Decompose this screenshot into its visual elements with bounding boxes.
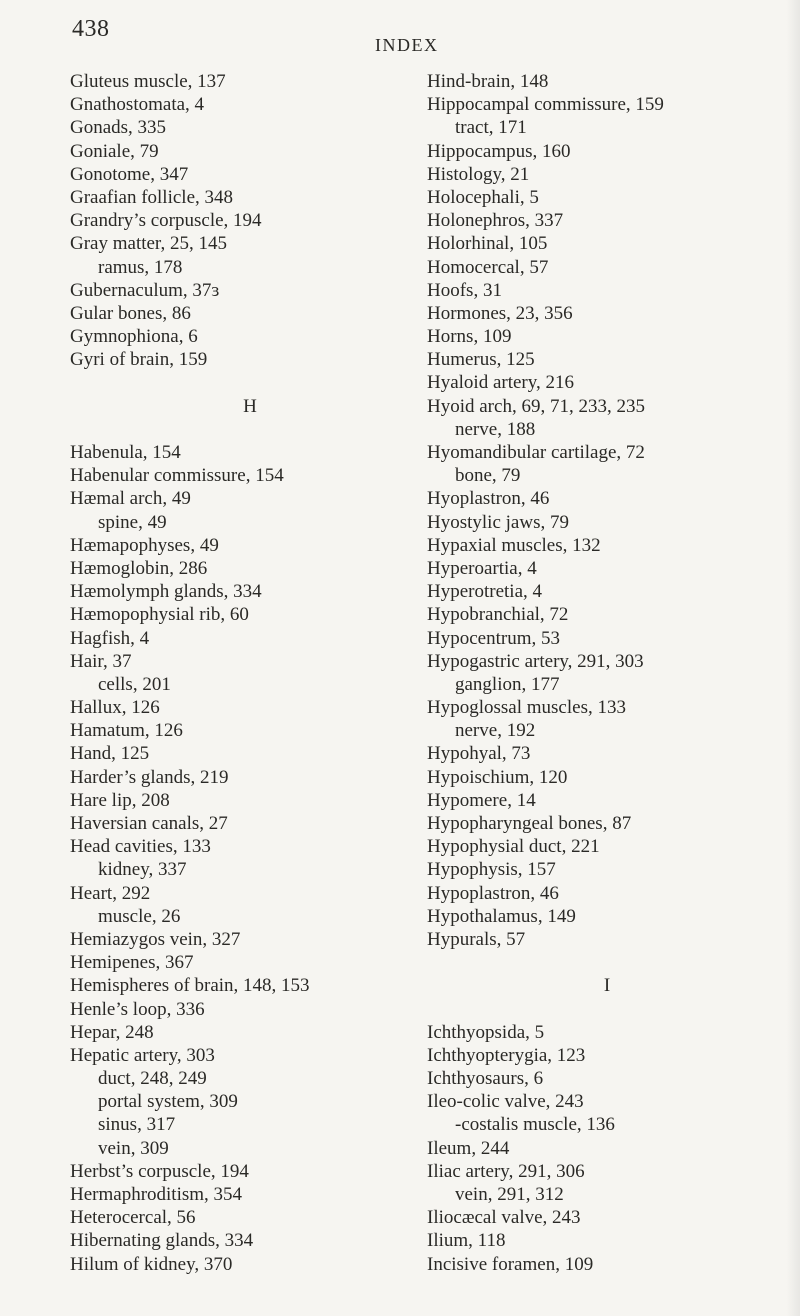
index-subentry: cells, 201 (98, 673, 171, 695)
page-edge-shadow (786, 0, 800, 1316)
index-entry: Hepar, 248 (70, 1021, 154, 1043)
index-subentry: bone, 79 (455, 465, 521, 487)
index-entry: Haversian canals, 27 (70, 813, 228, 834)
running-head: INDEX (375, 35, 439, 55)
index-entry: Holorhinal, 105 (427, 233, 548, 255)
index-entry: Hæmoglobin, 286 (70, 557, 208, 579)
index-subentry: muscle, 26 (98, 905, 181, 927)
index-entry: Hormones, 23, 356 (427, 302, 573, 324)
index-entry: Heterocercal, 56 (70, 1207, 196, 1229)
index-subentry: vein, 309 (98, 1137, 169, 1159)
index-column-right (427, 70, 787, 1276)
index-entry: Gluteus muscle, 137 (70, 71, 226, 92)
index-subentry: nerve, 192 (455, 720, 536, 742)
section-letter-heading: I (603, 975, 611, 997)
index-subentry: kidney, 337 (98, 859, 187, 881)
index-entry: Hibernating glands, 334 (70, 1230, 254, 1252)
index-entry: Hypohyal, 73 (427, 743, 531, 765)
index-entry: Hind-brain, 148 (427, 71, 549, 92)
index-entry: Hyomandibular cartilage, 72 (427, 442, 645, 463)
index-entry: Incisive foramen, 109 (427, 1253, 594, 1275)
section-letter-heading: H (243, 395, 257, 417)
index-entry: Holonephros, 337 (427, 210, 564, 232)
index-entry: Hyostylic jaws, 79 (427, 511, 569, 533)
index-entry: Hallux, 126 (70, 697, 160, 719)
section-spacer (70, 418, 430, 441)
index-entry: Ichthyopterygia, 123 (427, 1044, 586, 1066)
index-entry: Iliac artery, 291, 306 (427, 1160, 585, 1182)
index-entry: Hamatum, 126 (70, 720, 183, 742)
index-subentry: ganglion, 177 (455, 673, 560, 695)
index-entry: Hippocampus, 160 (427, 140, 571, 162)
index-entry: Goniale, 79 (70, 140, 159, 162)
index-entry: Hilum of kidney, 370 (70, 1253, 233, 1275)
index-subentry: -costalis muscle, 136 (455, 1114, 615, 1136)
index-entry: Ichthyopsida, 5 (427, 1021, 545, 1043)
index-entry: Gonotome, 347 (70, 163, 189, 185)
index-entry: Hæmal arch, 49 (70, 488, 191, 510)
index-entry: Gymnophiona, 6 (70, 326, 198, 348)
index-entry: Hypopharyngeal bones, 87 (427, 813, 632, 834)
index-entry: Hypurals, 57 (427, 928, 526, 950)
index-entry: Humerus, 125 (427, 349, 535, 371)
index-entry: Holocephali, 5 (427, 186, 539, 208)
index-entry: Hare lip, 208 (70, 789, 170, 811)
index-subentry: duct, 248, 249 (98, 1068, 207, 1090)
index-entry: Iliocæcal valve, 243 (427, 1207, 581, 1229)
index-entry: Hypoplastron, 46 (427, 882, 559, 904)
index-entry: Head cavities, 133 (70, 836, 211, 858)
index-entry: Harder’s glands, 219 (70, 766, 229, 788)
index-subentry: tract, 171 (455, 117, 527, 139)
index-entry: Homocercal, 57 (427, 256, 549, 278)
index-subentry: spine, 49 (98, 511, 167, 533)
index-entry: Heart, 292 (70, 882, 151, 904)
index-entry: Hyoid arch, 69, 71, 233, 235 (427, 395, 645, 417)
index-entry: Hagfish, 4 (70, 627, 150, 649)
section-spacer (70, 371, 430, 394)
index-subentry: sinus, 317 (98, 1114, 176, 1136)
index-entry: Hypophysis, 157 (427, 859, 556, 881)
index-entry: Hyperoartia, 4 (427, 557, 537, 579)
index-entry: Hæmopophysial rib, 60 (70, 604, 249, 626)
index-entry: Horns, 109 (427, 326, 512, 348)
index-entry: Grandry’s corpuscle, 194 (70, 210, 262, 232)
index-entry: Ilium, 118 (427, 1230, 506, 1252)
index-subentry: ramus, 178 (98, 256, 183, 278)
index-subentry: portal system, 309 (98, 1091, 238, 1113)
index-entry: Hermaphroditism, 354 (70, 1184, 243, 1205)
index-entry: Gnathostomata, 4 (70, 94, 205, 116)
index-entry: Habenula, 154 (70, 442, 181, 463)
index-entry: Gular bones, 86 (70, 302, 191, 324)
index-entry: Hoofs, 31 (427, 279, 502, 301)
index-entry: Ichthyosaurs, 6 (427, 1068, 544, 1090)
index-entry: Hypaxial muscles, 132 (427, 534, 601, 556)
index-entry: Hemipenes, 367 (70, 952, 194, 974)
index-entry: Hypothalamus, 149 (427, 905, 576, 927)
index-entry: Hypophysial duct, 221 (427, 836, 600, 858)
index-entry: Hemispheres of brain, 148, 153 (70, 975, 310, 997)
page-number: 438 (72, 16, 110, 42)
index-entry: Hemiazygos vein, 327 (70, 928, 241, 950)
index-entry: Ileum, 244 (427, 1137, 510, 1159)
index-entry: Graafian follicle, 348 (70, 186, 234, 208)
index-entry: Hypocentrum, 53 (427, 627, 560, 649)
index-entry: Hypobranchial, 72 (427, 604, 569, 626)
index-column-left (70, 70, 430, 1276)
index-entry: Hæmolymph glands, 334 (70, 581, 262, 603)
index-entry: Ileo-colic valve, 243 (427, 1091, 584, 1113)
index-entry: Hepatic artery, 303 (70, 1044, 215, 1066)
index-entry: Hyaloid artery, 216 (427, 372, 575, 394)
index-entry: Gray matter, 25, 145 (70, 233, 228, 255)
index-entry: Hand, 125 (70, 743, 150, 765)
index-entry: Hypogastric artery, 291, 303 (427, 650, 644, 672)
index-entry: Hair, 37 (70, 650, 132, 672)
index-entry: Herbst’s corpuscle, 194 (70, 1160, 249, 1182)
index-entry: Histology, 21 (427, 163, 530, 185)
index-entry: Hippocampal commissure, 159 (427, 94, 664, 116)
index-entry: Hypoischium, 120 (427, 766, 568, 788)
index-entry: Hyoplastron, 46 (427, 488, 550, 510)
index-subentry: vein, 291, 312 (455, 1184, 564, 1205)
section-spacer (427, 998, 787, 1021)
index-subentry: nerve, 188 (455, 418, 536, 440)
index-entry: Gubernaculum, 37ɜ (70, 279, 220, 301)
index-entry: Gonads, 335 (70, 117, 167, 139)
index-entry: Hæmapophyses, 49 (70, 534, 219, 556)
index-entry: Hypomere, 14 (427, 789, 536, 811)
index-entry: Henle’s loop, 336 (70, 998, 205, 1020)
index-entry: Hyperotretia, 4 (427, 581, 543, 603)
index-entry: Gyri of brain, 159 (70, 349, 208, 371)
index-entry: Hypoglossal muscles, 133 (427, 697, 626, 719)
section-spacer (427, 951, 787, 974)
index-entry: Habenular commissure, 154 (70, 465, 284, 487)
